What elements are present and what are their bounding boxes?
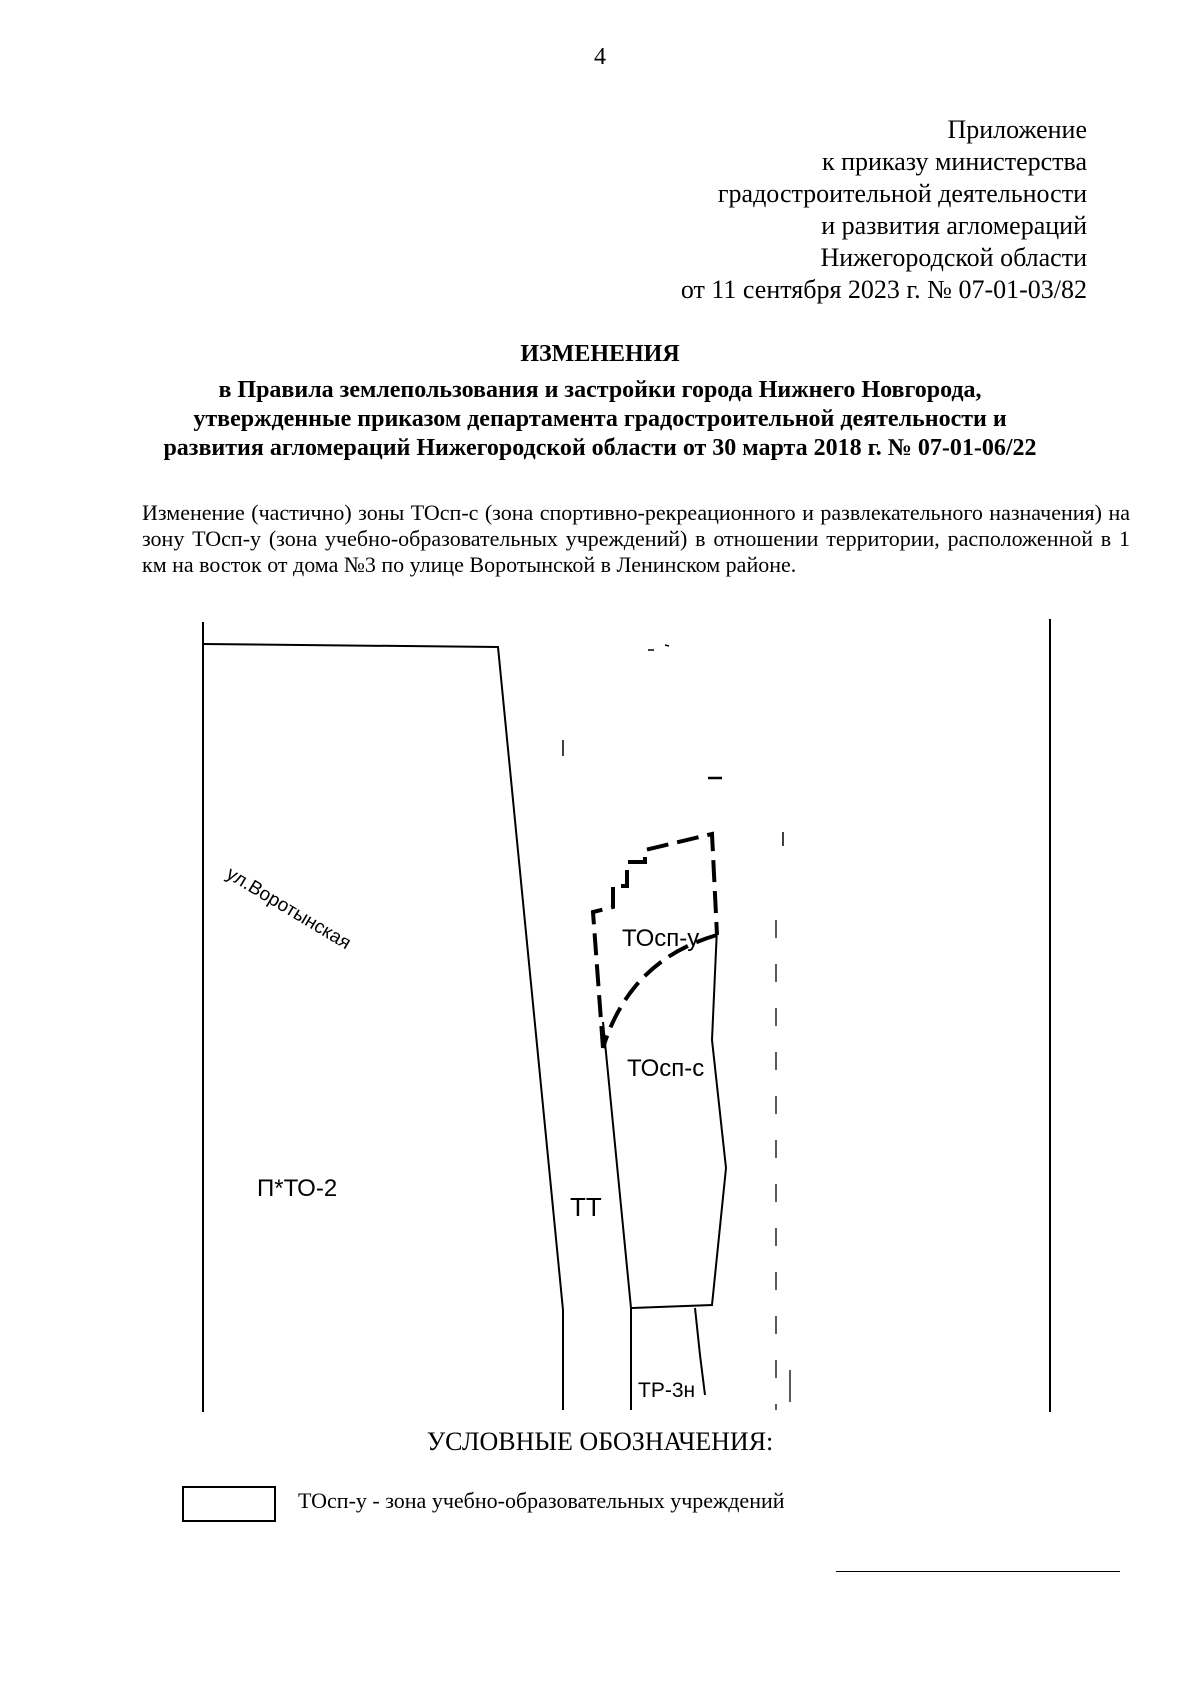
page-number: 4 [594,44,606,70]
legend-heading: УСЛОВНЫЕ ОБОЗНАЧЕНИЯ: [426,1427,774,1456]
appendix-line: к приказу министерства [822,147,1087,176]
map-mark [665,645,669,646]
document-title: ИЗМЕНЕНИЯ [520,341,680,367]
legend-item-label: ТОсп-у - зона учебно-образовательных учреждений [298,1488,785,1513]
zone-boundary-tosp-s [631,928,726,1308]
appendix-line: от 11 сентября 2023 г. № 07-01-03/82 [680,275,1087,304]
zone-label-p-to-2: П*ТО-2 [257,1175,338,1202]
subtitle-line: утвержденные приказом департамента градостроительной деятельности и [193,406,1007,432]
description-paragraph: Изменение (частично) зоны ТОсп-с (зона спортивно-рекреационного и развлекательного назначения) на зону ТОсп-у (зона учебно-образовательных учреждений) в отношении территории, расположенной в 1 км на восток от дома №3 по улице Воротынской в Ленинском районе. [142,500,1130,577]
street-label: ул.Воротынская [222,863,355,955]
subtitle-line: в Правила землепользования и застройки города Нижнего Новгорода, [218,377,982,403]
appendix-line: градостроительной деятельности [717,179,1087,208]
zone-label-tr-3n: ТР-3н [638,1379,696,1402]
zone-label-tosp-s: ТОсп-с [627,1055,705,1082]
appendix-line: Нижегородской области [820,243,1087,272]
zone-boundary-tr-3n [695,1308,705,1395]
appendix-line: Приложение [947,115,1087,144]
zone-label-tosp-u: ТОсп-у [622,925,700,952]
footer-rule [836,1571,1120,1572]
appendix-line: и развития агломераций [821,211,1087,240]
legend-swatch [182,1486,276,1522]
zone-boundary-p-to-2 [203,644,563,1410]
zone-label-tt: ТТ [570,1192,602,1222]
subtitle-line: развития агломераций Нижегородской области от 30 марта 2018 г. № 07-01-06/22 [163,435,1037,461]
